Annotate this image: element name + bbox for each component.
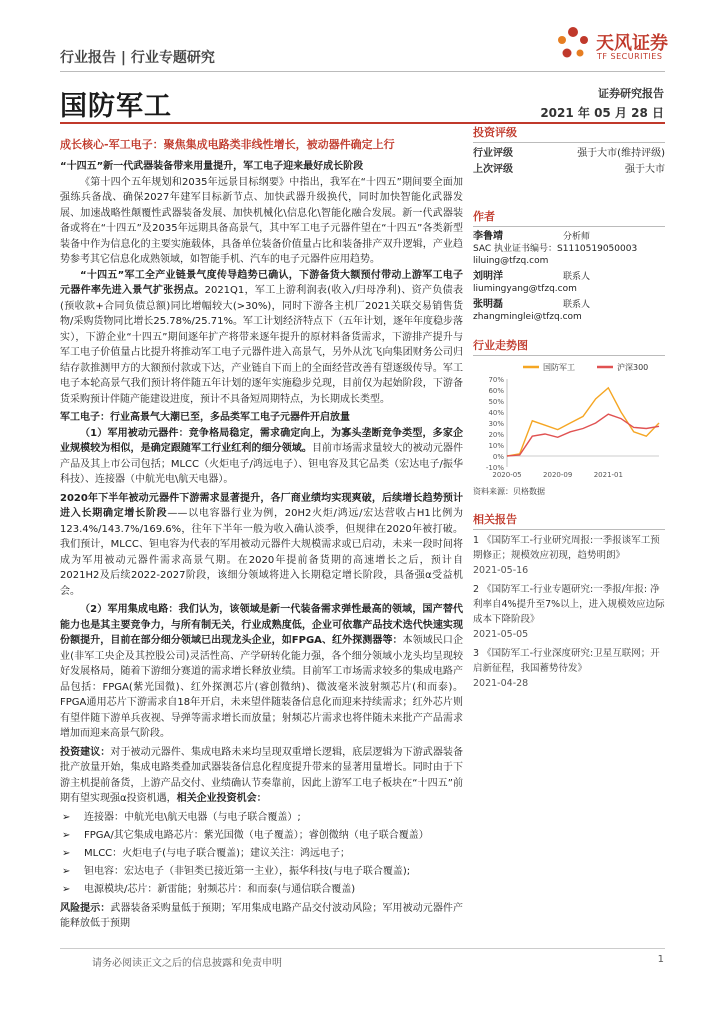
y-tick-label: 30% — [488, 420, 504, 428]
rating-value: 强于大市(维持评级) — [577, 148, 665, 159]
related-report — [473, 533, 665, 578]
author-title: 作者 — [473, 208, 665, 227]
y-tick-label: 70% — [488, 376, 504, 384]
footer-disclaimer: 请务必阅读正文之后的信息披露和免责申明 — [92, 958, 282, 969]
paragraph: 《第十四个五年规划和2035年远景目标纲要》中指出，我军在“十四五”期间要全面加强练兵备战、确保2027年建军目标新节点、加快武器升级换代，同时加快智能化武器发展、加速战略性颠覆性武器装备发展、加快机械化\信息化\智能化融合发展。新一代武器装备或将在“十四五”及2035年远期具备高景气，其中军工电子元器件望在“十四五”各类新型装备中作为信息化的主要实施载体，具备单位装备价值量占比和装备排产双升逻辑，产业趋势参考其它信息化成熟领域，如智能手机、汽车的电子元器件应用趋势。 — [60, 176, 463, 265]
sidebar — [473, 124, 665, 691]
paragraph — [60, 491, 463, 600]
arrow-bullet-icon: ➢ — [62, 883, 71, 895]
x-tick-label: 2020-05 — [492, 471, 522, 479]
header-divider — [60, 71, 665, 72]
legend-label: 国防军工 — [543, 363, 575, 372]
paragraph-body: 2021Q1，军工上游利润表(收入/归母净利)、资产负债表(预收款+合同负债总额)同比增幅较大(>30%)，同时下游各主机厂2021关联交易销售货物/采购货物同比增长25.78%/25.71%。军工计划经济特点下（五年计划，逐年年度稳步落实），下游企业“十四五”期间逐年扩产将带来逐年提升的原材料备货需求，下游排产提升与军工电子价值量占比提升将推动军工电子元器件进入高景气，另外从沈飞向集团财务公司归结存款推测甲方的大额预付款或下达，产业链自下而上的全面经营改善有望逐级传导。军工电子本轮高景气我们预计将伴随五年计划的逐年实施稳步兑现，目前仅为起始阶段，下游备货采购预计伴随产能建设进度，预计不具备短周期特点，为长期成长类型。 — [60, 285, 463, 405]
section-heading: “十四五”新一代武器装备带来用量提升，军工电子迎来最好成长阶段 — [60, 161, 364, 172]
paragraph — [60, 426, 463, 488]
legend-label: 沪深300 — [617, 363, 649, 372]
main-content — [60, 137, 463, 932]
related-report-title: 3 《国防军工-行业深度研究:卫星互联网；开启新征程，我国蓄势待发》 — [473, 648, 660, 674]
risk-lead: 风险提示： — [60, 902, 111, 914]
related-report-title: 2 《国防军工-行业专题研究:一季报/年报: 净利率自4%提升至7%以上，进入规模效应边际成本下降阶段》 — [473, 584, 665, 625]
rating-key: 行业评级 — [473, 148, 513, 159]
y-tick-label: 50% — [488, 398, 504, 406]
paragraph — [60, 602, 463, 742]
tf-logo-icon — [553, 24, 593, 64]
related-report-date: 2021-05-05 — [473, 629, 529, 640]
author-role: 联系人 — [563, 272, 591, 282]
y-tick-label: -10% — [485, 464, 504, 472]
author-role: 联系人 — [563, 300, 591, 310]
page-number: 1 — [657, 954, 664, 965]
paragraph-lead: （2）军用集成电路：我们认为，该领域是新一代装备需求弹性最高的领域，国产替代能力也是其主要竞争力，与所有制无关，行业成熟度低，企业可依靠产品技术迭代快速实现份额提升，目前在部分细分领域已出现龙头企业，如FPGA、红外探测器等： — [60, 604, 463, 646]
author-email: liluing@tfzq.com — [473, 256, 549, 266]
list-item — [60, 809, 463, 827]
rating-key: 上次评级 — [473, 164, 513, 175]
report-type: 证券研究报告 — [598, 87, 664, 100]
y-tick-label: 10% — [488, 442, 504, 450]
series-line — [507, 414, 659, 456]
author-card — [473, 231, 665, 267]
paragraph — [60, 268, 463, 408]
report-date: 2021 年 05 月 28 日 — [540, 106, 664, 120]
report-category: 行业报告 | 行业专题研究 — [60, 50, 215, 66]
paragraph-body: 本领域民口企业(非军工央企及其控股公司)灵活性高、产学研转化能力强，各个细分领域小龙头均呈现较好发展格局，随着下游细分赛道的需求增长释放业绩。目前军工市场需求较多的集成电路产品包括：FPGA(紫光国微)、红外探测芯片(睿创微纳)、微波毫米波射频芯片(和而泰)。FPGA通用芯片下游需求自18年开启，未来望伴随装备信息化而迎来持续需求；红外芯片则有望伴随下游单兵夜视、导弹等需求增长而放量；射频芯片需求也将伴随未来批产产品需求增加而迎来高景气阶段。 — [60, 635, 463, 739]
logo-english: TF SECURITIES — [597, 52, 663, 61]
author-card — [473, 271, 665, 295]
author-card — [473, 299, 665, 323]
arrow-bullet-icon: ➢ — [62, 865, 71, 877]
rating-title: 投资评级 — [473, 124, 665, 143]
list-item-text: 钽电容：宏达电子（非钽类已接近第一主业），振华科技(与电子联合覆盖); — [84, 865, 411, 877]
list-item-text: 连接器：中航光电\航天电器（与电子联合覆盖）; — [84, 811, 301, 823]
list-item — [60, 827, 463, 845]
rating-row — [473, 146, 665, 162]
y-tick-label: 20% — [488, 431, 504, 439]
related-report-date: 2021-05-16 — [473, 565, 529, 576]
list-item — [60, 845, 463, 863]
advice-lead: 投资建议： — [60, 746, 111, 758]
paragraph-lead: “十四五”军工全产业链景气度传导趋势已确认，下游备货大额预付带动上游军工电子元器件率先进入景气扩张拐点。 — [60, 269, 463, 296]
paragraph-body: 目前市场需求量较大的被动元器件产品及其上市公司包括；MLCC（火炬电子/鸿远电子）、钽电容及其它品类（宏达电子/振华科技）、连接器（中航光电\航天电器）。 — [60, 443, 464, 485]
advice-tail: 相关企业投资机会： — [176, 793, 267, 804]
series-line — [507, 388, 659, 456]
related-report — [473, 646, 665, 691]
risk-body: 武器装备采购量低于预期；军用集成电路产品交付波动风险；军用被动元器件产能释放低于预期 — [60, 902, 464, 929]
industry-trend-chart — [473, 359, 665, 481]
chart-source: 资料来源：贝格数据 — [473, 487, 545, 496]
paragraph-body: ——以电容器行业为例，20H2火炬/鸿远/宏达营收占H1比例为123.4%/143.7%/169.6%，往年下半年一般为收入确认淡季，但规律在2020年被打破。我们预计，MLCC、钽电容为代表的军用被动元器件大规模需求或已启动，未来一段时间将成为军用被动元器件需求高景气期。在2020年提前备货期的高速增长之后，预计自2021H2及后续2022-2027阶段，该细分领域将进入长期稳定增长阶段，具备强α受益机会。 — [60, 508, 464, 597]
list-item — [60, 881, 463, 899]
author-email: zhangminglei@tfzq.com — [473, 312, 582, 322]
arrow-bullet-icon: ➢ — [62, 847, 71, 859]
author-name: 张明磊 — [473, 299, 503, 310]
report-subtitle: 成长核心-军工电子：聚焦集成电路类非线性增长，被动器件确定上行 — [60, 138, 395, 151]
related-report-date: 2021-04-28 — [473, 678, 529, 689]
rating-value: 强于大市 — [625, 164, 665, 175]
author-role: 分析师 — [563, 232, 591, 242]
section-heading: 军工电子：行业高景气大潮已至，多品类军工电子元器件开启放量 — [60, 412, 350, 423]
related-title: 相关报告 — [473, 511, 665, 530]
advice-body: 对于被动元器件、集成电路未来均呈现双重增长逻辑，底层逻辑为下游武器装备批产放量开始，集成电路类叠加武器装备信息化程度提升带来的显著用量增长。同时由于下游主机提前备货，上游产品交付、业绩确认节奏靠前，因此上游军工电子板块在“十四五”前期有望实现强α投资机遇， — [60, 746, 464, 804]
list-item-text: 电源模块/芯片：新雷能；射频芯片：和而泰(与通信联合覆盖) — [84, 883, 356, 895]
x-tick-label: 2020-09 — [543, 471, 573, 479]
risk-warning — [60, 901, 463, 932]
paragraph-lead: 2020年下半年被动元器件下游需求显著提升，各厂商业绩均实现爽破，后续增长趋势预计进入长期确定增长阶段 — [60, 492, 463, 519]
author-cert: SAC 执业证书编号：S1110519050003 — [473, 244, 638, 254]
author-name: 李鲁靖 — [473, 231, 503, 242]
y-tick-label: 60% — [488, 387, 504, 395]
related-report-title: 1 《国防军工-行业研究周报:一季报谈军工预期修正；规模效应初现，趋势明朗》 — [473, 535, 660, 561]
investment-advice — [60, 745, 463, 807]
related-report — [473, 582, 665, 642]
trend-title: 行业走势图 — [473, 337, 665, 356]
list-item-text: MLCC：火炬电子(与电子联合覆盖)；建议关注：鸿远电子； — [84, 847, 350, 859]
author-name: 刘明洋 — [473, 271, 503, 282]
list-item — [60, 863, 463, 881]
arrow-bullet-icon: ➢ — [62, 829, 71, 841]
paragraph-lead: （1）军用被动元器件：竞争格局稳定，需求确定向上，为寡头垄断竞争类型，多家企业规模较为相似，是确定跟随军工行业红利的细分领域。 — [60, 427, 463, 454]
company-list — [60, 809, 463, 899]
logo-text: 天风证券 — [596, 33, 668, 54]
author-email: liumingyang@tfzq.com — [473, 284, 577, 294]
x-tick-label: 2021-01 — [593, 471, 623, 479]
y-tick-label: 40% — [488, 409, 504, 417]
list-item-text: FPGA/其它集成电路芯片：紫光国微（电子覆盖）；睿创微纳（电子联合覆盖） — [84, 829, 429, 841]
page-title: 国防军工 — [60, 91, 172, 122]
footer-divider — [60, 948, 665, 949]
arrow-bullet-icon: ➢ — [62, 811, 71, 823]
y-tick-label: 0% — [492, 453, 504, 461]
rating-row — [473, 162, 665, 178]
